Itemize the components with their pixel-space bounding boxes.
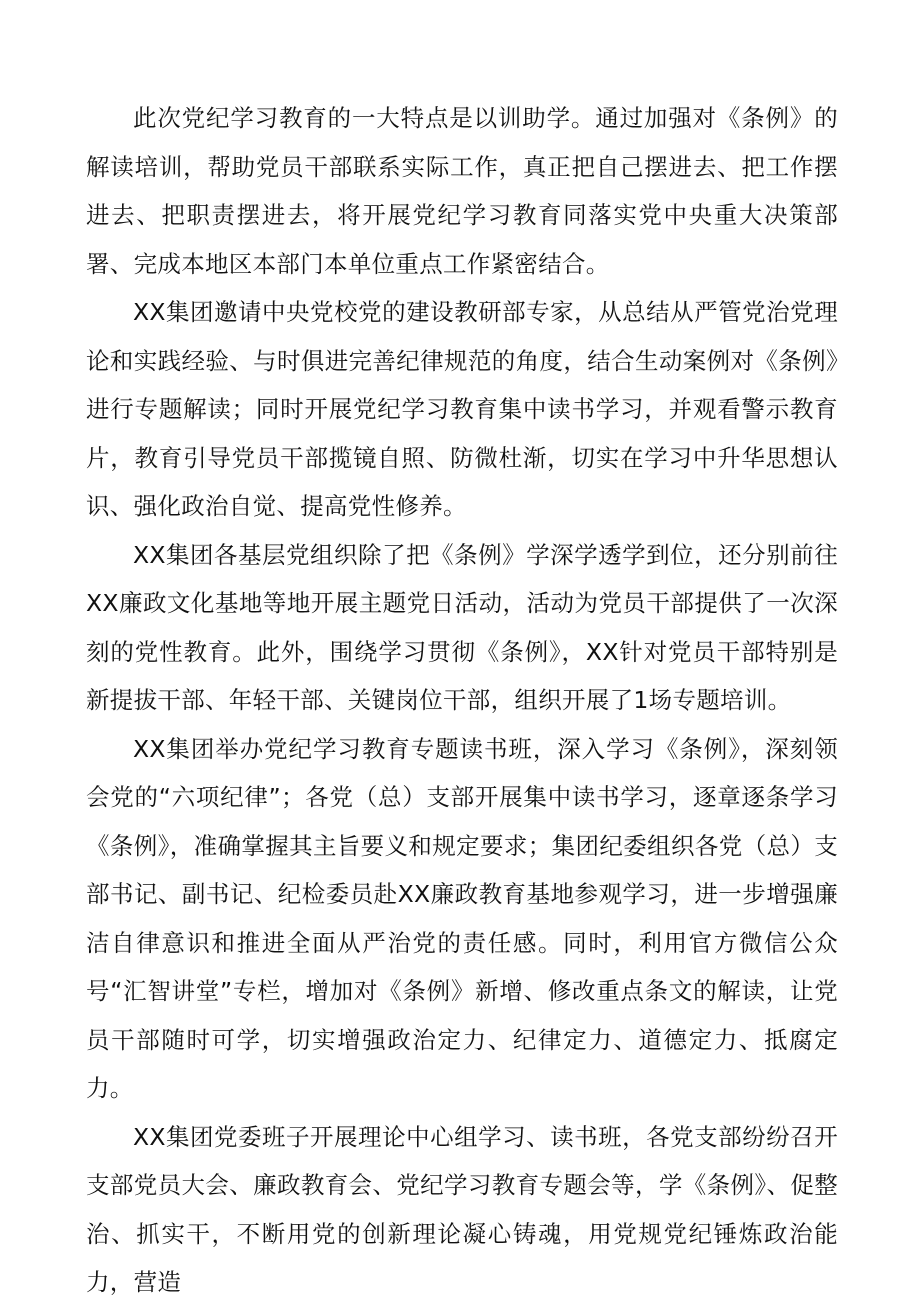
paragraph-2: XX集团邀请中央党校党的建设教研部专家，从总结从严管党治党理论和实践经验、与时俱进完善纪律规范的角度，结合生动案例对《条例》进行专题解读；同时开展党纪学习教育集中读书学习，并观看警示教育片，教育引导党员干部揽镜自照、防微杜渐，切实在学习中升华思想认识、强化政治自觉、提高党性修养。 <box>86 298 838 520</box>
paragraph-4: XX集团举办党纪学习教育专题读书班，深入学习《条例》，深刻领会党的“六项纪律”；各党（总）支部开展集中读书学习，逐章逐条学习《条例》，准确掌握其主旨要义和规定要求；集团纪委组织各党（总）支部书记、副书记、纪检委员赴XX廉政教育基地参观学习，进一步增强廉洁自律意识和推进全面从严治党的责任感。同时，利用官方微信公众号“汇智讲堂”专栏，增加对《条例》新增、修改重点条文的解读，让党员干部随时可学，切实增强政治定力、纪律定力、道德定力、抵腐定力。 <box>86 734 838 1102</box>
paragraph-5: XX集团党委班子开展理论中心组学习、读书班，各党支部纷纷召开支部党员大会、廉政教育会、党纪学习教育专题会等，学《条例》、促整治、抓实干，不断用党的创新理论凝心铸魂，用党规党纪锤炼政治能力，营造 <box>86 1122 838 1296</box>
document-body <box>86 94 838 1307</box>
paragraph-1: 此次党纪学习教育的一大特点是以训助学。通过加强对《条例》的解读培训，帮助党员干部联系实际工作，真正把自己摆进去、把工作摆进去、把职责摆进去，将开展党纪学习教育同落实党中央重大决策部署、完成本地区本部门本单位重点工作紧密结合。 <box>86 104 838 278</box>
paragraph-3: XX集团各基层党组织除了把《条例》学深学透学到位，还分别前往XX廉政文化基地等地开展主题党日活动，活动为党员干部提供了一次深刻的党性教育。此外，围绕学习贯彻《条例》，XX针对党员干部特别是新提拔干部、年轻干部、关键岗位干部，组织开展了1场专题培训。 <box>86 540 838 714</box>
